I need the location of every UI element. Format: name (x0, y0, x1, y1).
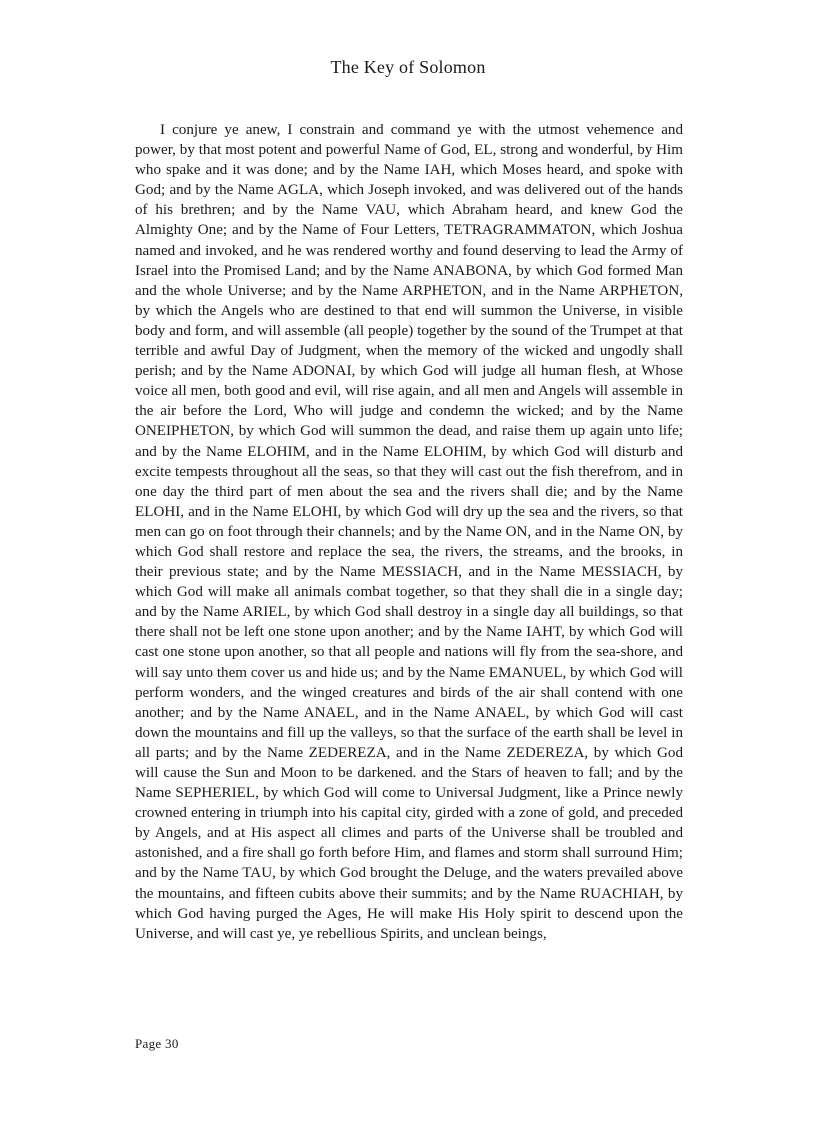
page-number: Page 30 (135, 1036, 179, 1051)
body-paragraph: I conjure ye anew, I constrain and command ye with the utmost vehemence and power, by that most potent and powerful Name of God, EL, strong and wonderful, by Him who spake and it was done; and by the Name IAH, which Moses heard, and spoke with God; and by the Name AGLA, which Joseph invoked, and was delivered out of the hands of his brethren; and by the Name VAU, which Abraham heard, and knew God the Almighty One; and by the Name of Four Letters, TETRAGRAMMATON, which Joshua named and invoked, and he was rendered worthy and found deserving to lead the Army of Israel into the Promised Land; and by the Name ANABONA, by which God formed Man and the whole Universe; and by the Name ARPHETON, and in the Name ARPHETON, by which the Angels who are destined to that end will summon the Universe, in visible body and form, and will assemble (all people) together by the sound of the Trumpet at that terrible and awful Day of Judgment, when the memory of the wicked and ungodly shall perish; and by the Name ADONAI, by which God will judge all human flesh, at Whose voice all men, both good and evil, will rise again, and all men and Angels will assemble in the air before the Lord, Who will judge and condemn the wicked; and by the Name ONEIPHETON, by which God will summon the dead, and raise them up again unto life; and by the Name ELOHIM, and in the Name ELOHIM, by which God will disturb and excite tempests throughout all the seas, so that they will cast out the fish therefrom, and in one day the third part of men about the sea and the rivers shall die; and by the Name ELOHI, and in the Name ELOHI, by which God will dry up the sea and the rivers, so that men can go on foot through their channels; and by the Name ON, and in the Name ON, by which God shall restore and replace the sea, the rivers, the streams, and the brooks, in their previous state; and by the Name MESSIACH, and in the Name MESSIACH, by which God will make all animals combat together, so that they shall die in a single day; and by the Name ARIEL, by which God shall destroy in a single day all buildings, so that there shall not be left one stone upon another; and by the Name IAHT, by which God will cast one stone upon another, so that all people and nations will fly from the sea-shore, and will say unto them cover us and hide us; and by the Name EMANUEL, by which God will perform wonders, and the winged creatures and birds of the air shall contend with one another; and by the Name ANAEL, and in the Name ANAEL, by which God will cast down the mountains and fill up the valleys, so that the surface of the earth shall be level in all parts; and by the Name ZEDEREZA, and in the Name ZEDEREZA, by which God will cause the Sun and Moon to be darkened. and the Stars of heaven to fall; and by the Name SEPHERIEL, by which God will come to Universal Judgment, like a Prince newly crowned entering in triumph into his capital city, girded with a zone of gold, and preceded by Angels, and at His aspect all climes and parts of the Universe shall be troubled and astonished, and a fire shall go forth before Him, and flames and storm shall surround Him; and by the Name TAU, by which God brought the Deluge, and the waters prevailed above the mountains, and fifteen cubits above their summits; and by the Name RUACHIAH, by which God having purged the Ages, He will make His Holy spirit to descend upon the Universe, and will cast ye, ye rebellious Spirits, and unclean beings, (135, 122, 683, 942)
running-header: The Key of Solomon (330, 57, 486, 77)
